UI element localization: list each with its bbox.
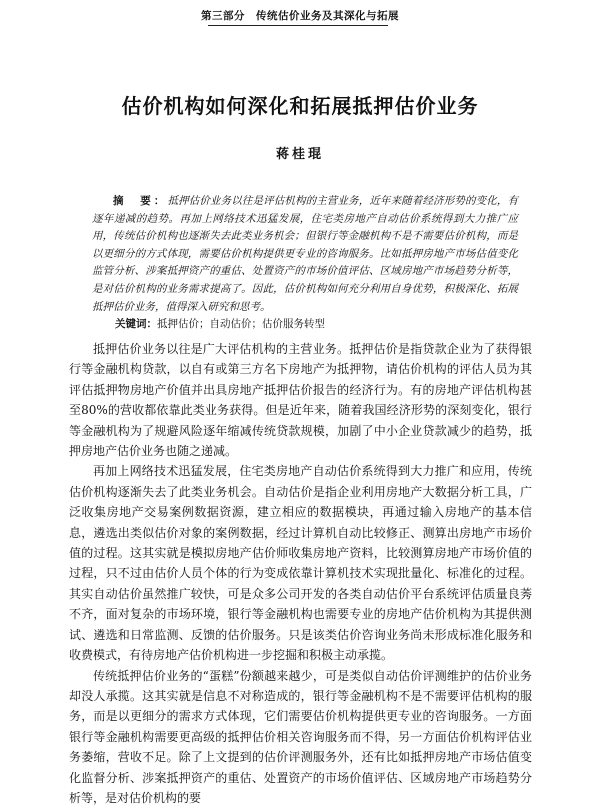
- body-paragraph-3: 传统抵押估价业务的“蛋糕”份额越来越少，可是类似自动估价评测维护的估价业务却没人承揽。这其实就是信息不对称造成的，银行等金融机构不是不需要评估机构的服务，而是以更细分的需求方式体现，它们需要估价机构提供更专业的咨询服务。一方面银行等金融机构需要更高级的抵押估价相关咨询服务而不得，另一方面估价机构评估业务萎缩，营收不足。除了上文提到的估价评测服务外，还有比如抵押房地产市场估值变化监督分析、涉案抵押资产的重估、处置资产的市场价值评估、区域房地产市场趋势分析等，是对估价机构的要: [69, 666, 532, 808]
- abstract-text: 抵押估价业务以往是评估机构的主营业务，近年来随着经济形势的变化，有逐年递减的趋势。再加上网络技术迅猛发展，住宅类房地产自动估价系统得到大力推广应用，传统估价机构也逐渐失去此类业务机会；但银行等金融机构不是不需要估价机构，而是以更细分的方式体现，需要估价机构提供更专业的咨询服务。比如抵押房地产市场估值变化监管分析、涉案抵押资产的重估、处置资产的市场价值评估、区域房地产市场趋势分析等，是对估价机构的业务需求提高了。因此，估价机构如何充分利用自身优势，积极深化、拓展抵押估价业务，值得深入研究和思考。: [92, 195, 518, 313]
- author: 蒋桂琨: [0, 143, 600, 162]
- running-header: 第三部分 传统估价业务及其深化与拓展: [0, 8, 600, 23]
- keywords-label: 关键词：: [115, 318, 157, 330]
- page-title: 估价机构如何深化和拓展抵押估价业务: [0, 90, 600, 119]
- abstract-label: 摘 要：: [113, 195, 168, 207]
- header-rule: [208, 25, 388, 26]
- keywords-text: 抵押估价；自动估价；估价服务转型: [157, 318, 325, 330]
- abstract: [92, 193, 518, 316]
- body-paragraph-1: 抵押估价业务以往是广大评估机构的主营业务。抵押估价是指贷款企业为了获得银行等金融机构贷款，以自有或第三方名下房地产为抵押物，请估价机构的评估人员为其评估抵押物房地产价值并出具房地产抵押估价报告的经济行为。有的房地产评估机构甚至80%的营收都依靠此类业务获得。但是近年来，随着我国经济形势的深刻变化，银行等金融机构为了规避风险逐年缩减传统贷款规模，加剧了中小企业贷款减少的趋势，抵押房地产估价业务也随之递减。: [69, 339, 532, 461]
- keywords: [115, 316, 515, 333]
- body-text: [69, 339, 532, 808]
- body-paragraph-2: 再加上网络技术迅猛发展，住宅类房地产自动估价系统得到大力推广和应用，传统估价机构逐渐失去了此类业务机会。自动估价是指企业利用房地产大数据分析工具，广泛收集房地产交易案例数据资源，建立相应的数据模块，再通过输入房地产的基本信息，遴选出类似估价对象的案例数据，经过计算机自动比较修正、测算出房地产市场价值的过程。这其实就是模拟房地产估价师收集房地产资料，比较测算房地产市场价值的过程，只不过由估价人员个体的行为变成依靠计算机技术实现批量化、标准化的过程。其实自动估价虽然推广较快，可是众多公司开发的各类自动估价平台系统评估质量良莠不齐，面对复杂的市场环境，银行等金融机构也需要专业的房地产估价机构为其提供测试、遴选和日常监测、反馈的估价服务。只是该类估价咨询业务尚未形成标准化服务和收费模式，有待房地产估价机构进一步挖掘和积极主动承揽。: [69, 461, 532, 665]
